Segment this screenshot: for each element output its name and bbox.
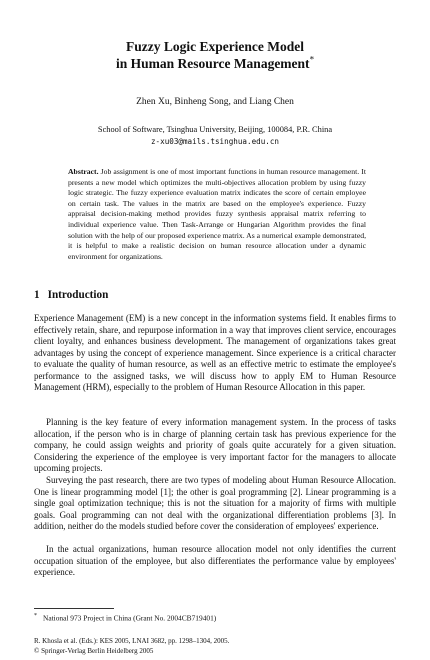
author-list: Zhen Xu, Binheng Song, and Liang Chen <box>136 97 294 107</box>
affiliation <box>0 124 430 147</box>
section-title: Introduction <box>47 289 109 301</box>
title-line-1: Fuzzy Logic Experience Model <box>125 39 305 54</box>
paragraph-text: Experience Management (EM) is a new concept in the information systems field. It enables firms to effectively retain, share, and repurpose information in a way that improves client service, encourages client loyalty, and enhances business development. The management of organizations takes great advantages by using the concept of experience management. Since experience is a critical character to evaluate the quality of human resource, as well as an effective metric to estimate the employee's performance to the assigned tasks, we will discuss how to apply EM to Human Resource Management (HRM), especially to the problem of Human Resource Allocation in this paper. <box>34 313 396 393</box>
paragraph-text: Surveying the past research, there are two types of modeling about Human Resource Allocation. One is linear programming model [1]; the other is goal programming [2]. Linear programming is a single goal optimization technique; this is not the situation for a majority of firms with multiple goals. Goal programming can not deal with the organizational differentiation problems [3]. In addition, neither do the models studied before cover the consideration of employees' experience. <box>34 475 396 532</box>
section-heading <box>34 289 108 301</box>
title-line-2: in Human Resource Management* <box>115 54 315 71</box>
paragraph-text: Planning is the key feature of every information management system. In the process of tasks allocation, if the person who is in charge of planning certain task has previous experience for the company, he could assign weights and priority of goals quite accurately for a given situation. Considering the experience of the employee is very important factor for the managers to allocate upcoming projects. <box>34 417 396 474</box>
paragraph-1 <box>34 313 396 394</box>
paper-title <box>0 38 430 72</box>
footnote <box>34 613 216 622</box>
footnote-marker: * <box>34 613 37 619</box>
copyright-line: © Springer-Verlag Berlin Heidelberg 2005 <box>34 646 154 655</box>
citation-line-1: R. Khosla et al. (Eds.): KES 2005, LNAI 3682, pp. 1298–1304, 2005. <box>34 637 230 645</box>
affiliation-org: School of Software, Tsinghua University, Beijing, 100084, P.R. China <box>97 125 333 134</box>
citation-block <box>34 637 229 656</box>
title-footnote-marker: * <box>309 54 315 65</box>
section-number: 1 <box>34 289 40 301</box>
paragraph-4 <box>34 544 396 579</box>
author-email: z-xu03@mails.tsinghua.edu.cn <box>150 136 279 146</box>
abstract-label: Abstract. <box>68 167 99 176</box>
abstract-text: Job assignment is one of most important functions in human resource management. It presents a new model which optimizes the multi-objectives allocation problem by using fuzzy logic strategic. The fuzzy experience evaluation matrix indicates the score of certain employee on certain task. The values in the matrix are based on the employee's experience. Fuzzy appraisal decision-making method provides fuzzy synthesis appraisal matrix referring to individual experience value. Then Task-Arrange or Hungarian Algorithm provides the final solution with the help of our proposed experience matrix. As a numerical example demonstrated, it is helpful to make a realistic decision on human resource allocation under a dynamic environment for organizations. <box>68 167 367 261</box>
paragraph-3 <box>34 475 396 533</box>
paragraph-text: In the actual organizations, human resource allocation model not only identifies the current occupation situation of the employee, but also differentiates the performance value by employees' experience. <box>34 544 396 578</box>
footnote-text: National 973 Project in China (Grant No. 2004CB719401) <box>43 613 217 623</box>
footnote-divider <box>34 608 114 609</box>
paragraph-2 <box>34 417 396 475</box>
abstract <box>68 167 366 262</box>
